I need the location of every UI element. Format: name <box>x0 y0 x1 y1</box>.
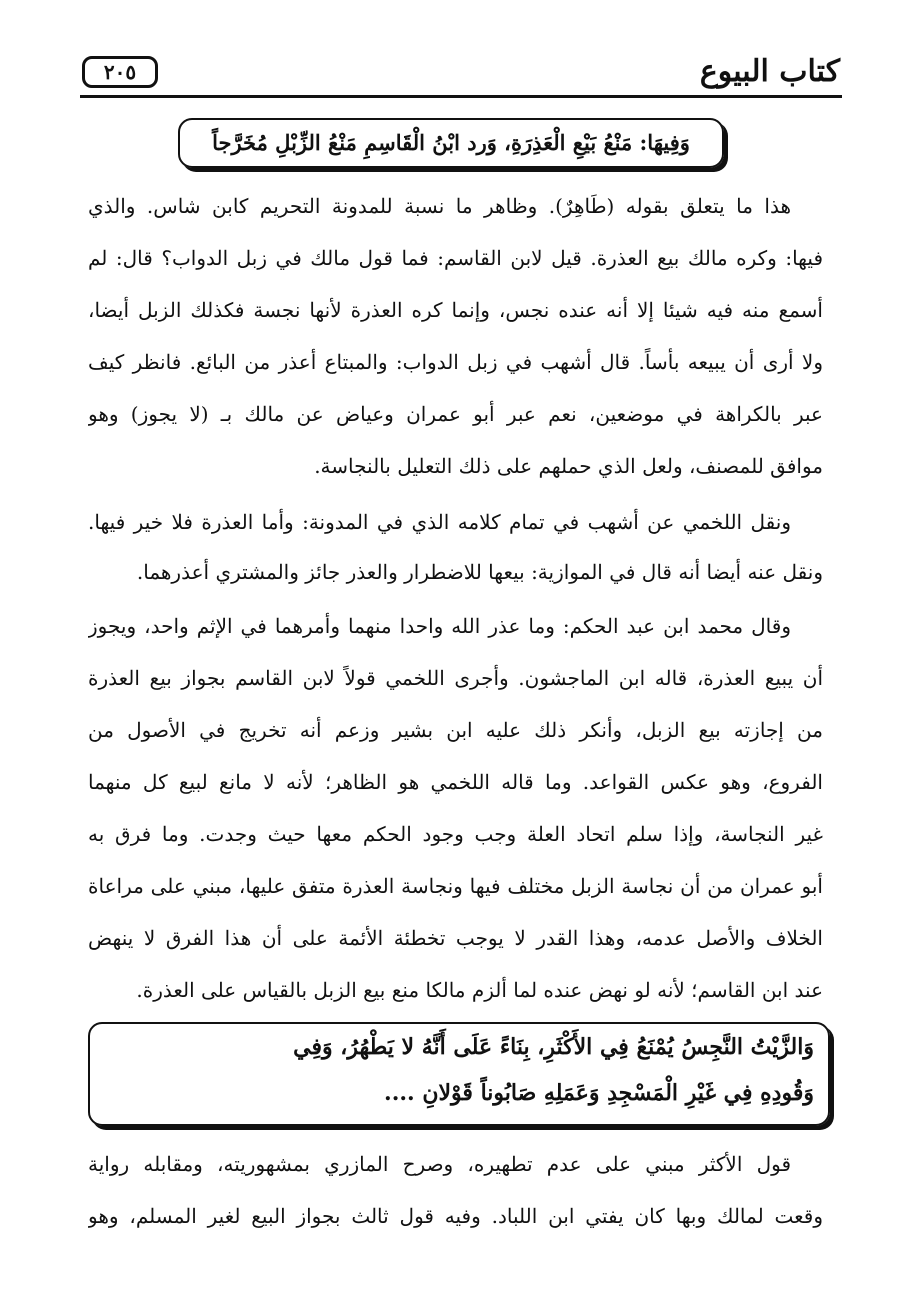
running-title: كتاب البيوع <box>699 54 840 89</box>
text-line: وقعت لمالك وبها كان يفتي ابن اللباد. وفيه قول ثالث بجواز البيع لغير المسلم، وهو <box>88 1204 823 1228</box>
paragraph-2 <box>88 497 823 597</box>
text-line: عند ابن القاسم؛ لأنه لو نهض عنده لما ألزم مالكا منع بيع الزبل بالقياس على العذرة. <box>136 978 823 1002</box>
text-line: من إجازته بيع الزبل، وأنكر ذلك عليه ابن بشير وزعم أنه تخريج في الأصول من <box>88 718 823 742</box>
paragraph-1 <box>88 180 823 492</box>
matn-heading-text: وَالزَّيْتُ النَّجِسُ يُمْنَعُ فِي الأَكْثَرِ، بِنَاءً عَلَى أَنَّهُ لا يَطْهُرُ، وَفِي <box>293 1034 814 1060</box>
text-line: عبر بالكراهة في موضعين، نعم عبر أبو عمران وعياض عن مالك بـ (لا يجوز) وهو <box>88 402 823 426</box>
text-line: ونقل عنه أيضا أنه قال في الموازية: بيعها للاضطرار والعذر جائز والمشتري أعذرهما. <box>136 560 823 584</box>
matn-heading-box <box>178 118 724 168</box>
matn-heading-box <box>88 1022 830 1126</box>
text-line: فيها: وكره مالك بيع العذرة. قيل لابن القاسم: فما قول مالك في زبل الدواب؟ قال: لم <box>88 246 823 270</box>
text-line: وقال محمد ابن عبد الحكم: وما عذر الله واحدا منهما وأمرهما في الإثم واحد، ويجوز <box>88 614 791 638</box>
text-line: هذا ما يتعلق بقوله (طَاهِرٌ). وظاهر ما نسبة للمدونة التحريم كابن شاس. والذي <box>88 194 791 218</box>
matn-heading-text: وَفِيهَا: مَنْعُ بَيْعِ الْعَذِرَةِ، وَرد ابْنُ الْقَاسِمِ مَنْعُ الزِّبْلِ مُخَرَّجاً <box>212 130 690 155</box>
text-line: موافق للمصنف، ولعل الذي حملهم على ذلك التعليل بالنجاسة. <box>314 454 823 478</box>
page-number: ٢٠٥ <box>82 56 158 88</box>
header-divider <box>80 95 842 98</box>
text-line: ولا أرى أن يبيعه بأساً. قال أشهب في زبل الدواب: والمبتاع أعذر من البائع. فانظر كيف <box>88 350 823 374</box>
text-line: أن يبيع العذرة، قاله ابن الماجشون. وأجرى اللخمي قولاً لابن القاسم بجواز بيع العذرة <box>88 666 823 690</box>
text-line: الفروع، وهو عكس القواعد. وما قاله اللخمي هو الظاهر؛ لأنه لا مانع لبيع كل منهما <box>88 770 823 794</box>
text-line: غير النجاسة، وإذا سلم اتحاد العلة وجب وجود الحكم معها حيث وجدت. وما فرق به <box>88 822 823 846</box>
text-line: ونقل اللخمي عن أشهب في تمام كلامه الذي في المدونة: وأما العذرة فلا خير فيها. <box>88 510 791 534</box>
text-line: قول الأكثر مبني على عدم تطهيره، وصرح المازري بمشهوريته، ومقابله رواية <box>88 1152 791 1176</box>
text-line: الخلاف والأصل عدمه، وهذا القدر لا يوجب تخطئة الأئمة على أن هذا الفرق لا ينهض <box>88 926 823 950</box>
text-line: أسمع منه فيه شيئا إلا أنه عنده نجس، وإنما كره العذرة لأنها نجسة فكذلك الزبل أيضا، <box>88 298 823 322</box>
paragraph-3 <box>88 600 823 1016</box>
paragraph-4 <box>88 1138 823 1242</box>
text-line: أبو عمران من أن نجاسة الزبل مختلف فيها ونجاسة العذرة متفق عليها، مبني على مراعاة <box>88 874 823 898</box>
matn-heading-text: وَقُودِهِ فِي غَيْرِ الْمَسْجِدِ وَعَمَلِهِ صَابُوناً قَوْلانِ .... <box>384 1080 814 1106</box>
